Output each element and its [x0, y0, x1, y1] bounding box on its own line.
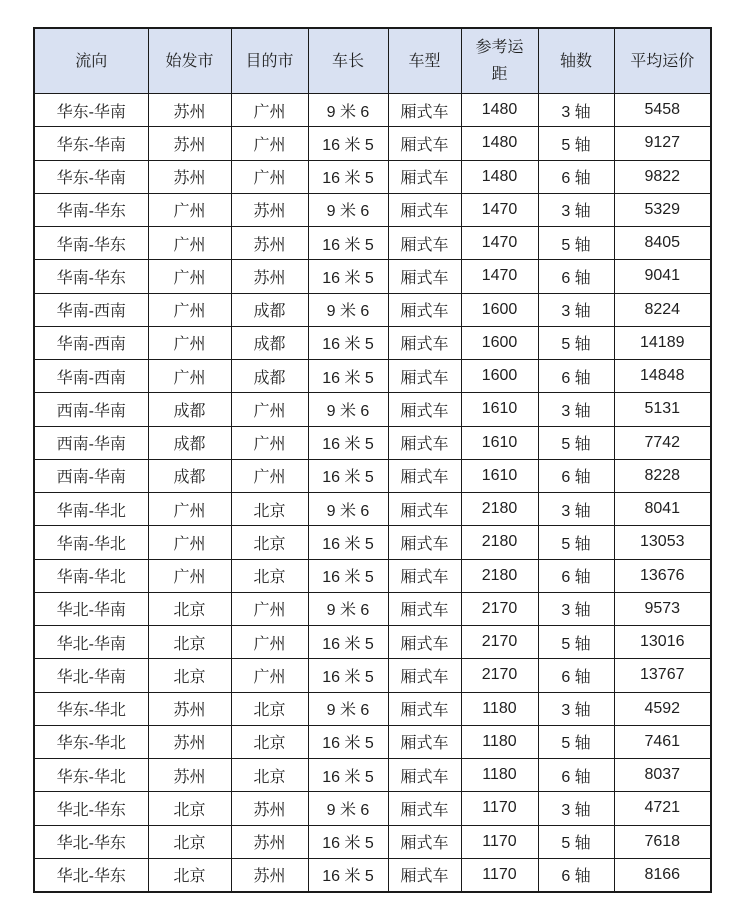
cell-vehicle-type: 厢式车: [388, 759, 461, 792]
cell-flow: 西南-华南: [34, 459, 148, 492]
cell-vehicle-type: 厢式车: [388, 160, 461, 193]
cell-destination-city: 成都: [231, 360, 308, 393]
cell-vehicle-length: 16 米 5: [308, 559, 388, 592]
cell-flow: 华东-华南: [34, 160, 148, 193]
cell-vehicle-type: 厢式车: [388, 459, 461, 492]
table-row: [34, 526, 711, 559]
cell-axle-count: 3 轴: [538, 293, 614, 326]
cell-destination-city: 成都: [231, 326, 308, 359]
cell-axle-count: 3 轴: [538, 94, 614, 127]
column-header-vehicle-length: 车长: [308, 28, 388, 94]
cell-vehicle-length: 16 米 5: [308, 526, 388, 559]
cell-average-freight-rate: 5131: [614, 393, 711, 426]
cell-origin-city: 苏州: [148, 127, 231, 160]
cell-destination-city: 广州: [231, 626, 308, 659]
cell-destination-city: 苏州: [231, 227, 308, 260]
cell-axle-count: 6 轴: [538, 559, 614, 592]
cell-axle-count: 5 轴: [538, 626, 614, 659]
cell-origin-city: 广州: [148, 360, 231, 393]
table-row: [34, 626, 711, 659]
cell-origin-city: 苏州: [148, 160, 231, 193]
cell-reference-distance: 2180: [461, 559, 538, 592]
cell-destination-city: 广州: [231, 459, 308, 492]
cell-axle-count: 3 轴: [538, 792, 614, 825]
cell-average-freight-rate: 13053: [614, 526, 711, 559]
table-row: [34, 592, 711, 625]
cell-flow: 华北-华东: [34, 825, 148, 858]
cell-average-freight-rate: 13676: [614, 559, 711, 592]
cell-flow: 华北-华南: [34, 592, 148, 625]
cell-axle-count: 6 轴: [538, 360, 614, 393]
cell-vehicle-type: 厢式车: [388, 326, 461, 359]
cell-average-freight-rate: 4721: [614, 792, 711, 825]
cell-flow: 华北-华东: [34, 858, 148, 891]
cell-origin-city: 北京: [148, 626, 231, 659]
table-row: [34, 858, 711, 891]
cell-vehicle-type: 厢式车: [388, 559, 461, 592]
cell-reference-distance: 1170: [461, 858, 538, 891]
cell-axle-count: 3 轴: [538, 193, 614, 226]
cell-origin-city: 广州: [148, 293, 231, 326]
cell-reference-distance: 2170: [461, 659, 538, 692]
table-row: [34, 193, 711, 226]
cell-reference-distance: 1610: [461, 426, 538, 459]
cell-average-freight-rate: 13016: [614, 626, 711, 659]
cell-origin-city: 广州: [148, 260, 231, 293]
cell-vehicle-length: 16 米 5: [308, 725, 388, 758]
column-header-axle-count: 轴数: [538, 28, 614, 94]
cell-vehicle-length: 9 米 6: [308, 293, 388, 326]
cell-axle-count: 6 轴: [538, 858, 614, 891]
cell-axle-count: 6 轴: [538, 459, 614, 492]
cell-flow: 华南-华东: [34, 193, 148, 226]
cell-vehicle-type: 厢式车: [388, 260, 461, 293]
cell-origin-city: 成都: [148, 426, 231, 459]
cell-reference-distance: 1480: [461, 160, 538, 193]
table-row: [34, 260, 711, 293]
cell-origin-city: 成都: [148, 459, 231, 492]
column-header-destination-city: 目的市: [231, 28, 308, 94]
cell-axle-count: 3 轴: [538, 493, 614, 526]
cell-destination-city: 苏州: [231, 792, 308, 825]
cell-vehicle-length: 16 米 5: [308, 160, 388, 193]
cell-average-freight-rate: 8405: [614, 227, 711, 260]
cell-origin-city: 北京: [148, 858, 231, 891]
table-row: [34, 692, 711, 725]
cell-vehicle-length: 16 米 5: [308, 659, 388, 692]
table-row: [34, 293, 711, 326]
cell-reference-distance: 1610: [461, 459, 538, 492]
cell-vehicle-length: 16 米 5: [308, 459, 388, 492]
table-row: [34, 659, 711, 692]
cell-destination-city: 北京: [231, 526, 308, 559]
table-body: [34, 94, 711, 892]
cell-average-freight-rate: 7618: [614, 825, 711, 858]
cell-destination-city: 北京: [231, 559, 308, 592]
cell-reference-distance: 1600: [461, 293, 538, 326]
column-header-flow: 流向: [34, 28, 148, 94]
cell-axle-count: 5 轴: [538, 725, 614, 758]
cell-destination-city: 北京: [231, 725, 308, 758]
table-row: [34, 825, 711, 858]
cell-axle-count: 6 轴: [538, 659, 614, 692]
cell-vehicle-type: 厢式车: [388, 393, 461, 426]
cell-axle-count: 3 轴: [538, 592, 614, 625]
cell-vehicle-type: 厢式车: [388, 94, 461, 127]
cell-reference-distance: 1470: [461, 193, 538, 226]
cell-destination-city: 广州: [231, 94, 308, 127]
cell-axle-count: 5 轴: [538, 426, 614, 459]
cell-destination-city: 苏州: [231, 193, 308, 226]
cell-origin-city: 广州: [148, 193, 231, 226]
cell-origin-city: 广州: [148, 559, 231, 592]
cell-axle-count: 5 轴: [538, 127, 614, 160]
cell-vehicle-length: 16 米 5: [308, 825, 388, 858]
cell-reference-distance: 1600: [461, 360, 538, 393]
cell-axle-count: 3 轴: [538, 393, 614, 426]
cell-reference-distance: 1480: [461, 127, 538, 160]
table-row: [34, 393, 711, 426]
cell-origin-city: 广州: [148, 493, 231, 526]
table-row: [34, 426, 711, 459]
cell-vehicle-type: 厢式车: [388, 692, 461, 725]
cell-average-freight-rate: 14189: [614, 326, 711, 359]
cell-flow: 华南-华东: [34, 227, 148, 260]
cell-destination-city: 广州: [231, 426, 308, 459]
cell-reference-distance: 2170: [461, 592, 538, 625]
cell-flow: 华南-华北: [34, 526, 148, 559]
cell-vehicle-type: 厢式车: [388, 360, 461, 393]
table-row: [34, 725, 711, 758]
cell-destination-city: 苏州: [231, 260, 308, 293]
cell-flow: 华北-华南: [34, 659, 148, 692]
cell-average-freight-rate: 8228: [614, 459, 711, 492]
table-row: [34, 94, 711, 127]
cell-average-freight-rate: 8224: [614, 293, 711, 326]
table-row: [34, 493, 711, 526]
cell-origin-city: 苏州: [148, 94, 231, 127]
cell-vehicle-type: 厢式车: [388, 592, 461, 625]
table-row: [34, 227, 711, 260]
table-row: [34, 326, 711, 359]
cell-flow: 华南-华北: [34, 559, 148, 592]
cell-flow: 华南-西南: [34, 326, 148, 359]
cell-average-freight-rate: 8166: [614, 858, 711, 891]
cell-vehicle-type: 厢式车: [388, 526, 461, 559]
cell-origin-city: 广州: [148, 227, 231, 260]
cell-vehicle-length: 16 米 5: [308, 360, 388, 393]
cell-flow: 华东-华南: [34, 127, 148, 160]
cell-reference-distance: 2170: [461, 626, 538, 659]
cell-origin-city: 广州: [148, 326, 231, 359]
table-row: [34, 759, 711, 792]
cell-flow: 西南-华南: [34, 426, 148, 459]
header-row: [34, 28, 711, 94]
cell-origin-city: 成都: [148, 393, 231, 426]
cell-vehicle-length: 9 米 6: [308, 193, 388, 226]
table-row: [34, 792, 711, 825]
cell-vehicle-type: 厢式车: [388, 725, 461, 758]
cell-vehicle-length: 9 米 6: [308, 393, 388, 426]
cell-axle-count: 5 轴: [538, 526, 614, 559]
freight-rate-table: [33, 27, 712, 893]
cell-vehicle-type: 厢式车: [388, 426, 461, 459]
cell-vehicle-type: 厢式车: [388, 792, 461, 825]
cell-reference-distance: 1180: [461, 759, 538, 792]
cell-axle-count: 6 轴: [538, 759, 614, 792]
cell-average-freight-rate: 9127: [614, 127, 711, 160]
cell-vehicle-length: 9 米 6: [308, 792, 388, 825]
cell-vehicle-type: 厢式车: [388, 858, 461, 891]
cell-origin-city: 广州: [148, 526, 231, 559]
cell-flow: 华东-华北: [34, 759, 148, 792]
cell-destination-city: 北京: [231, 759, 308, 792]
cell-axle-count: 5 轴: [538, 326, 614, 359]
cell-destination-city: 北京: [231, 692, 308, 725]
cell-average-freight-rate: 9573: [614, 592, 711, 625]
cell-origin-city: 北京: [148, 825, 231, 858]
cell-axle-count: 5 轴: [538, 825, 614, 858]
cell-reference-distance: 1180: [461, 725, 538, 758]
cell-origin-city: 苏州: [148, 759, 231, 792]
cell-flow: 华北-华南: [34, 626, 148, 659]
cell-vehicle-type: 厢式车: [388, 293, 461, 326]
cell-vehicle-type: 厢式车: [388, 659, 461, 692]
cell-origin-city: 苏州: [148, 725, 231, 758]
cell-vehicle-type: 厢式车: [388, 227, 461, 260]
cell-destination-city: 广州: [231, 127, 308, 160]
cell-origin-city: 苏州: [148, 692, 231, 725]
cell-vehicle-length: 16 米 5: [308, 426, 388, 459]
cell-flow: 华北-华东: [34, 792, 148, 825]
cell-origin-city: 北京: [148, 659, 231, 692]
cell-vehicle-type: 厢式车: [388, 626, 461, 659]
cell-origin-city: 北京: [148, 592, 231, 625]
cell-flow: 华南-西南: [34, 293, 148, 326]
cell-flow: 华南-西南: [34, 360, 148, 393]
cell-destination-city: 广州: [231, 659, 308, 692]
table-row: [34, 459, 711, 492]
cell-average-freight-rate: 9822: [614, 160, 711, 193]
cell-average-freight-rate: 8037: [614, 759, 711, 792]
column-header-reference-distance: 参考运距: [461, 28, 538, 94]
cell-vehicle-type: 厢式车: [388, 193, 461, 226]
cell-flow: 华东-华南: [34, 94, 148, 127]
cell-reference-distance: 2180: [461, 493, 538, 526]
table-row: [34, 360, 711, 393]
cell-vehicle-length: 16 米 5: [308, 326, 388, 359]
cell-flow: 华南-华北: [34, 493, 148, 526]
cell-vehicle-length: 9 米 6: [308, 94, 388, 127]
cell-vehicle-type: 厢式车: [388, 825, 461, 858]
cell-average-freight-rate: 13767: [614, 659, 711, 692]
cell-vehicle-length: 16 米 5: [308, 127, 388, 160]
cell-vehicle-length: 9 米 6: [308, 692, 388, 725]
cell-reference-distance: 1600: [461, 326, 538, 359]
cell-destination-city: 广州: [231, 160, 308, 193]
cell-origin-city: 北京: [148, 792, 231, 825]
cell-average-freight-rate: 5458: [614, 94, 711, 127]
cell-average-freight-rate: 7461: [614, 725, 711, 758]
cell-average-freight-rate: 5329: [614, 193, 711, 226]
cell-average-freight-rate: 8041: [614, 493, 711, 526]
cell-vehicle-length: 16 米 5: [308, 858, 388, 891]
cell-vehicle-length: 9 米 6: [308, 493, 388, 526]
cell-reference-distance: 1480: [461, 94, 538, 127]
cell-vehicle-length: 16 米 5: [308, 626, 388, 659]
cell-vehicle-type: 厢式车: [388, 127, 461, 160]
cell-flow: 华东-华北: [34, 692, 148, 725]
cell-axle-count: 6 轴: [538, 160, 614, 193]
cell-reference-distance: 1610: [461, 393, 538, 426]
table-row: [34, 160, 711, 193]
cell-destination-city: 北京: [231, 493, 308, 526]
column-header-origin-city: 始发市: [148, 28, 231, 94]
cell-reference-distance: 1170: [461, 825, 538, 858]
cell-vehicle-type: 厢式车: [388, 493, 461, 526]
table-row: [34, 127, 711, 160]
cell-average-freight-rate: 7742: [614, 426, 711, 459]
cell-vehicle-length: 16 米 5: [308, 227, 388, 260]
cell-reference-distance: 1170: [461, 792, 538, 825]
cell-axle-count: 3 轴: [538, 692, 614, 725]
cell-average-freight-rate: 4592: [614, 692, 711, 725]
cell-destination-city: 苏州: [231, 858, 308, 891]
cell-flow: 西南-华南: [34, 393, 148, 426]
column-header-vehicle-type: 车型: [388, 28, 461, 94]
cell-flow: 华南-华东: [34, 260, 148, 293]
cell-reference-distance: 1180: [461, 692, 538, 725]
cell-destination-city: 广州: [231, 393, 308, 426]
cell-average-freight-rate: 9041: [614, 260, 711, 293]
cell-vehicle-length: 16 米 5: [308, 759, 388, 792]
cell-destination-city: 成都: [231, 293, 308, 326]
cell-flow: 华东-华北: [34, 725, 148, 758]
cell-axle-count: 5 轴: [538, 227, 614, 260]
column-header-average-freight-rate: 平均运价: [614, 28, 711, 94]
cell-vehicle-length: 16 米 5: [308, 260, 388, 293]
table-row: [34, 559, 711, 592]
cell-destination-city: 苏州: [231, 825, 308, 858]
cell-axle-count: 6 轴: [538, 260, 614, 293]
cell-average-freight-rate: 14848: [614, 360, 711, 393]
cell-vehicle-length: 9 米 6: [308, 592, 388, 625]
cell-reference-distance: 1470: [461, 260, 538, 293]
cell-reference-distance: 1470: [461, 227, 538, 260]
cell-destination-city: 广州: [231, 592, 308, 625]
cell-reference-distance: 2180: [461, 526, 538, 559]
